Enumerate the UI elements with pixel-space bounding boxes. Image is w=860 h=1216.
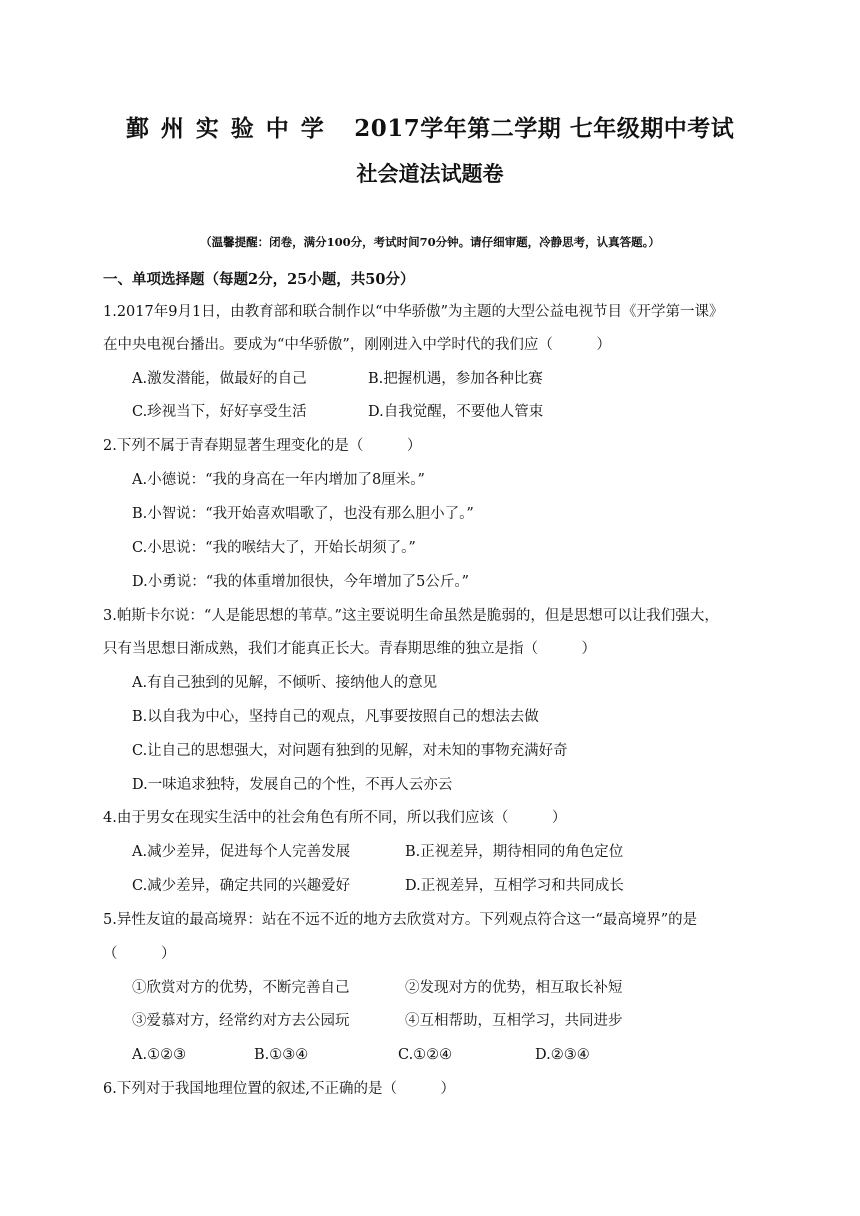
question-3-option-c: C.让自己的思想强大，对问题有独到的见解，对未知的事物充满好奇 <box>132 743 568 759</box>
question-5-item-3: ③爱慕对方，经常约对方去公园玩 <box>132 1013 350 1029</box>
question-4-option-c: C.减少差异，确定共同的兴趣爱好 <box>132 878 351 894</box>
question-5-item-4: ④互相帮助，互相学习，共同进步 <box>405 1013 623 1029</box>
exam-term: 2017学年第二学期 <box>354 115 562 142</box>
question-1-stem-line-2: 在中央电视台播出。要成为“中华骄傲”，刚刚进入中学时代的我们应（ ） <box>103 337 611 353</box>
question-2-option-d: D.小勇说：“我的体重增加很快，今年增加了5公斤。” <box>132 574 470 590</box>
section-heading: 一、单项选择题（每题2分，25小题，共50分） <box>103 271 415 288</box>
question-3-stem-line-2: 只有当思想日渐成熟，我们才能真正长大。青春期思维的独立是指（ ） <box>103 641 596 657</box>
exam-name: 七年级期中考试 <box>569 115 735 142</box>
question-5-option-a: A.①②③ <box>132 1047 187 1063</box>
question-3-option-a: A.有自己独到的见解，不倾听、接纳他人的意见 <box>132 675 438 691</box>
question-1-option-b: B.把握机遇，参加各种比赛 <box>368 371 543 387</box>
question-6-stem: 6.下列对于我国地理位置的叙述,不正确的是（ ） <box>103 1081 455 1097</box>
school-name: 鄞州实验中学 <box>125 115 336 142</box>
question-5-option-d: D.②③④ <box>535 1047 590 1063</box>
question-4-option-d: D.正视差异，互相学习和共同成长 <box>405 878 624 894</box>
question-3-option-b: B.以自我为中心，坚持自己的观点，凡事要按照自己的想法去做 <box>132 709 539 725</box>
question-3-stem-line-1: 3.帕斯卡尔说：“人是能思想的苇草。”这主要说明生命虽然是脆弱的，但是思想可以让我们强大， <box>103 608 719 624</box>
question-5-item-1: ①欣赏对方的优势，不断完善自己 <box>132 980 350 996</box>
question-5-item-2: ②发现对方的优势，相互取长补短 <box>405 980 623 996</box>
question-1-option-a: A.激发潜能，做最好的自己 <box>132 371 307 387</box>
question-4-option-a: A.减少差异，促进每个人完善发展 <box>132 844 351 860</box>
question-2-option-c: C.小思说：“我的喉结大了，开始长胡须了。” <box>132 540 416 556</box>
question-2-stem: 2.下列不属于青春期显著生理变化的是（ ） <box>103 438 422 454</box>
question-4-stem: 4.由于男女在现实生活中的社会角色有所不同，所以我们应该（ ） <box>103 810 567 826</box>
exam-subtitle: 社会道法试题卷 <box>356 161 504 186</box>
question-1-stem-line-1: 1.2017年9月1日，由教育部和联合制作以“中华骄傲”为主题的大型公益电视节目《开学第一课》 <box>103 304 724 320</box>
question-2-option-a: A.小德说：“我的身高在一年内增加了8厘米。” <box>132 472 425 488</box>
question-5-option-c: C.①②④ <box>398 1047 453 1063</box>
question-1-option-c: C.珍视当下，好好享受生活 <box>132 404 307 420</box>
question-3-option-d: D.一味追求独特，发展自己的个性，不再人云亦云 <box>132 777 453 793</box>
question-2-option-b: B.小智说：“我开始喜欢唱歌了，也没有那么胆小了。” <box>132 506 474 522</box>
question-5-option-b: B.①③④ <box>254 1047 309 1063</box>
question-1-option-d: D.自我觉醒，不要他人管束 <box>368 404 544 420</box>
question-5-stem-line-1: 5.异性友谊的最高境界：站在不远不近的地方去欣赏对方。下列观点符合这一“最高境界”的是 <box>103 912 698 928</box>
question-5-stem-line-2: （ ） <box>103 946 176 962</box>
question-4-option-b: B.正视差异，期待相同的角色定位 <box>405 844 624 860</box>
exam-notice: （温馨提醒：闭卷，满分100分，考试时间70分钟。请仔细审题，冷静思考，认真答题。） <box>200 235 660 249</box>
exam-title <box>0 110 860 143</box>
